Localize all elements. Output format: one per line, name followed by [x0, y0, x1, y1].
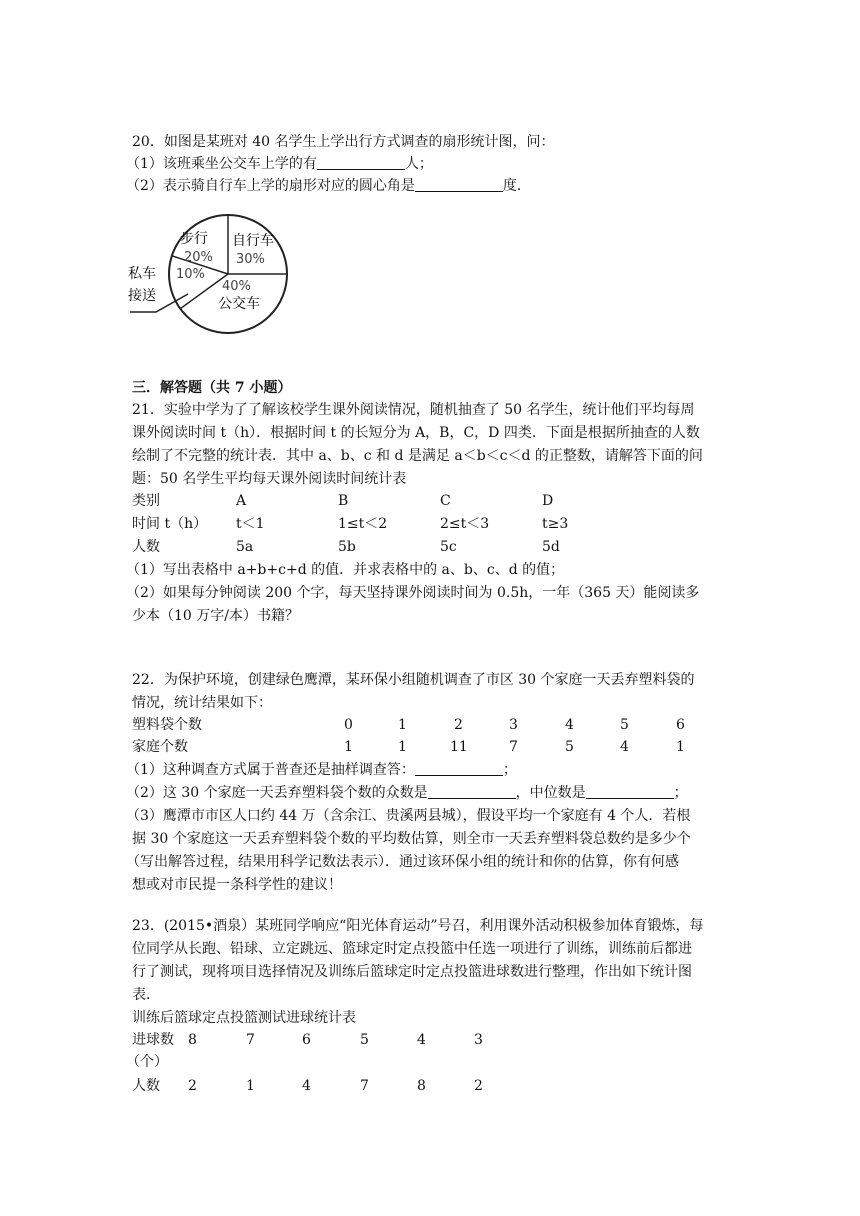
q22-part3-cont: 想或对市民提一条科学性的建议！	[132, 877, 342, 893]
answer-blank[interactable]	[586, 784, 674, 799]
table-row-label: 进球数	[132, 1032, 174, 1048]
table-cell: A	[236, 493, 247, 509]
answer-blank[interactable]	[415, 761, 503, 776]
q21-line: 题：50 名学生平均每天课外阅读时间统计表	[132, 471, 407, 487]
table-cell: 8	[188, 1032, 197, 1048]
table-cell: 6	[302, 1032, 311, 1048]
table-cell: 2	[474, 1078, 483, 1094]
table-cell: 5	[620, 717, 629, 733]
table-row-label: 类别	[132, 493, 160, 509]
table-cell: 2	[188, 1078, 197, 1094]
table-cell: 4	[565, 717, 574, 733]
q23-line: 表．	[132, 987, 160, 1003]
table-cell: 1	[676, 739, 685, 755]
table-cell: 5c	[440, 539, 457, 555]
section-heading: 三．解答题（共 7 小题）	[132, 380, 292, 396]
table-row-label-unit: （个）	[126, 1054, 168, 1070]
slice-pct-walk: 20%	[184, 250, 213, 265]
table-cell: 1	[246, 1078, 255, 1094]
slice-label-car-2: 接送	[128, 288, 156, 304]
q22-part3-cont: 据 30 个家庭这一天丢弃塑料袋个数的平均数估算，则全市一天丢弃塑料袋总数约是多少个	[132, 831, 691, 847]
table-cell: 0	[344, 717, 353, 733]
slice-pct-bike: 30%	[236, 252, 265, 267]
q22-part3: （3）鹰潭市市区人口约 44 万（含余江、贵溪两县城），假设平均一个家庭有 4 个人．若根	[126, 808, 691, 824]
table-cell: 4	[417, 1032, 426, 1048]
answer-blank[interactable]	[415, 177, 503, 192]
table-cell: t≥3	[542, 516, 569, 532]
table-cell: 5d	[542, 539, 560, 555]
table-cell: 1	[398, 717, 407, 733]
q23-line: 23．(2015•酒泉）某班同学响应“阳光体育运动”号召，利用课外活动积极参加体育锻炼，每	[132, 918, 704, 934]
table-cell: 7	[360, 1078, 369, 1094]
table-cell: 7	[509, 739, 518, 755]
table-cell: B	[338, 493, 349, 509]
q20-part2: （2）表示骑自行车上学的扇形对应的圆心角是 度．	[126, 178, 531, 194]
slice-label-bike: 自行车	[232, 233, 274, 249]
table-row-label: 人数	[132, 539, 160, 555]
table-cell: 5b	[338, 539, 356, 555]
q23-line: 行了测试，现将项目选择情况及训练后篮球定时定点投篮进球数进行整理，作出如下统计图	[132, 964, 692, 980]
answer-blank[interactable]	[317, 155, 405, 170]
table-cell: 3	[509, 717, 518, 733]
table-cell: 5	[360, 1032, 369, 1048]
q21-line: 课外阅读时间 t（h）．根据时间 t 的长短分为 A，B，C，D 四类．下面是根据所抽查的人数	[132, 425, 700, 441]
table-cell: 4	[620, 739, 629, 755]
table-cell: 1	[344, 739, 353, 755]
slice-pct-bus: 40%	[222, 279, 251, 294]
slice-pct-car: 10%	[176, 267, 205, 282]
table-row-label: 塑料袋个数	[132, 717, 202, 733]
table-cell: 5a	[236, 539, 254, 555]
slice-label-car-1: 私车	[128, 266, 156, 282]
q20-stem: 20．如图是某班对 40 名学生上学出行方式调查的扇形统计图，问：	[132, 134, 555, 150]
table-cell: 3	[474, 1032, 483, 1048]
answer-blank[interactable]	[428, 784, 516, 799]
table-cell: 6	[676, 717, 685, 733]
q23-table-title: 训练后篮球定点投篮测试进球统计表	[132, 1010, 356, 1026]
table-cell: 1	[398, 739, 407, 755]
table-cell: 7	[246, 1032, 255, 1048]
q20-part1: （1）该班乘坐公交车上学的有 人；	[126, 156, 433, 172]
slice-label-bus: 公交车	[218, 296, 260, 312]
q21-part2: （2）如果每分钟阅读 200 个字，每天坚持课外阅读时间为 0.5h，一年（365 天）能阅读多	[126, 585, 700, 601]
q23-line: 位同学从长跑、铅球、立定跳远、篮球定时定点投篮中任选一项进行了训练，训练前后都进	[132, 941, 692, 957]
q22-part2: （2）这 30 个家庭一天丢弃塑料袋个数的众数是 ，中位数是 ；	[126, 785, 688, 801]
table-cell: 8	[417, 1078, 426, 1094]
table-cell: C	[440, 493, 451, 509]
table-cell: 2≤t＜3	[440, 516, 490, 532]
table-cell: 4	[302, 1078, 311, 1094]
q22-line: 情况，统计结果如下：	[132, 695, 272, 711]
q21-part2-cont: 少本（10 万字/本）书籍？	[132, 608, 299, 624]
pie-chart	[128, 212, 298, 337]
q21-part1: （1）写出表格中 a+b+c+d 的值．并求表格中的 a、b、c、d 的值；	[126, 562, 565, 578]
table-cell: 5	[565, 739, 574, 755]
table-row-label: 家庭个数	[132, 739, 188, 755]
table-cell: D	[542, 493, 554, 509]
q22-line: 22．为保护环境，创建绿色鹰潭，某环保小组随机调查了市区 30 个家庭一天丢弃塑料袋的	[132, 672, 695, 688]
table-row-label: 人数	[132, 1078, 160, 1094]
table-cell: 11	[450, 739, 468, 755]
table-cell: t＜1	[236, 516, 265, 532]
q22-part1: （1）这种调查方式属于普查还是抽样调查答： ；	[126, 762, 517, 778]
table-cell: 2	[454, 717, 463, 733]
q22-part3-cont: （写出解答过程，结果用科学记数法表示）．通过该环保小组的统计和你的估算，你有何感	[126, 854, 679, 870]
slice-label-walk: 步行	[180, 231, 208, 247]
table-row-label: 时间 t（h）	[132, 516, 208, 532]
q21-line: 绘制了不完整的统计表．其中 a、b、c 和 d 是满足 a＜b＜c＜d 的正整数，请解答下面的问	[132, 448, 703, 464]
q21-line: 21．实验中学为了了解该校学生课外阅读情况，随机抽查了 50 名学生，统计他们平均每周	[132, 402, 695, 418]
table-cell: 1≤t＜2	[338, 516, 388, 532]
